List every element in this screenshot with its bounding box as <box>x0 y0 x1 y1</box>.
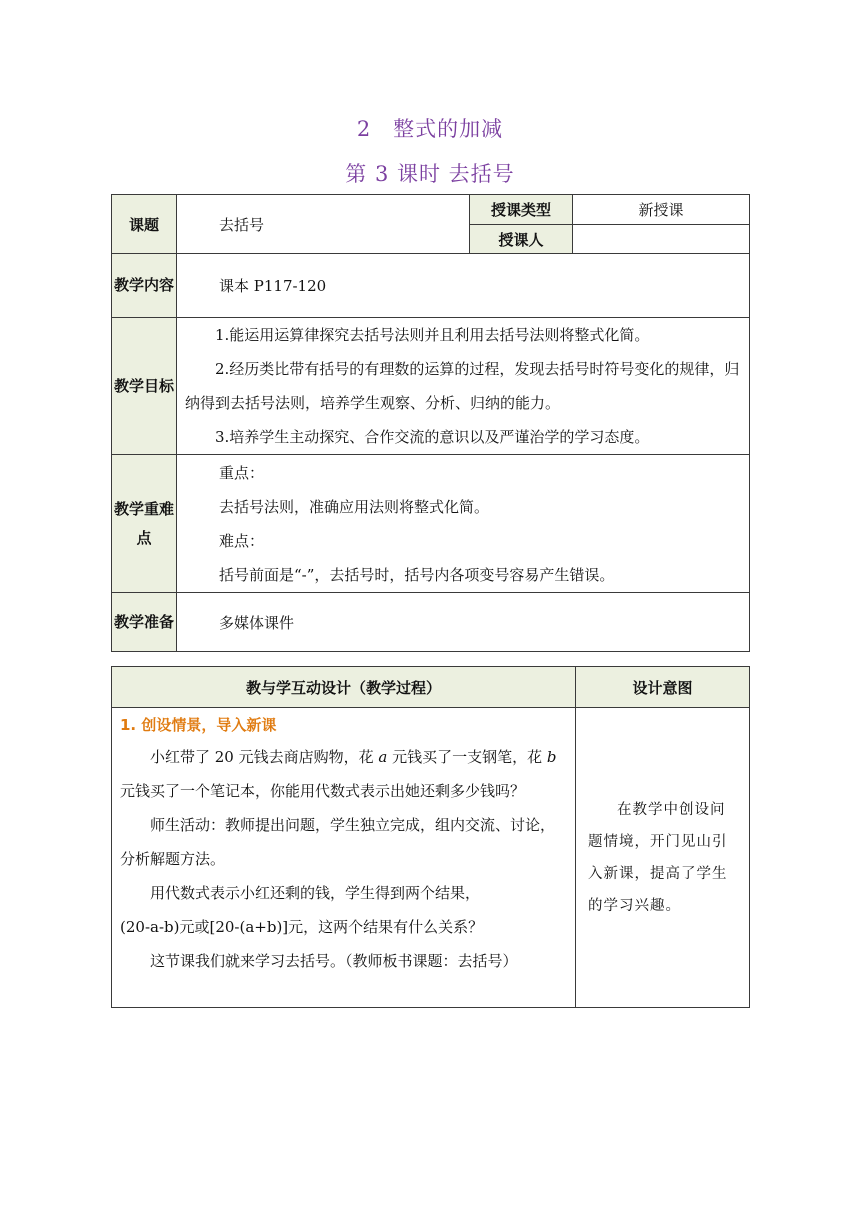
key-points: 去括号法则，准确应用法则将整式化简。 <box>219 497 490 516</box>
paragraph-5: 这节课我们就来学习去括号。（教师板书课题：去括号） <box>150 952 518 970</box>
goal-item: 2.经历类比带有括号的有理数的运算的过程，发现去括号时符号变化的规律，归纳得到去括号法则，培养学生观察、分析、归纳的能力。 <box>185 360 740 412</box>
goal-item: 3.培养学生主动探究、合作交流的意识以及严谨治学的学习态度。 <box>215 428 650 446</box>
topic-label: 课题 <box>112 195 177 254</box>
document-title: 2 整式的加减 <box>356 117 504 141</box>
paragraph-1: 小红带了 20 元钱去商店购物，花 a 元钱买了一支钢笔，花 b 元钱买了一个笔记本，你能用代数式表示出她还剩多少钱吗？ <box>120 748 557 800</box>
paragraph-2: 师生活动：教师提出问题，学生独立完成，组内交流、讨论，分析解题方法。 <box>120 816 556 868</box>
teacher-label: 授课人 <box>470 225 573 254</box>
goal-item: 1.能运用运算律探究去括号法则并且利用去括号法则将整式化简。 <box>215 326 650 344</box>
key-difficulty-label: 教学重难点 <box>112 455 177 593</box>
content-label: 教学内容 <box>112 254 177 318</box>
design-intent: 在教学中创设问题情境，开门见山引入新课，提高了学生的学习兴趣。 <box>576 708 750 1008</box>
teacher-value <box>573 225 750 254</box>
key-difficulty-cell <box>177 455 750 593</box>
difficulty-title: 难点： <box>219 531 265 550</box>
process-header: 教与学互动设计（教学过程） <box>112 667 576 708</box>
lesson-subtitle: 第 3 课时 去括号 <box>345 162 515 186</box>
goals-label: 教学目标 <box>112 318 177 455</box>
section-title: 1. 创设情景，导入新课 <box>120 716 277 734</box>
intent-header: 设计意图 <box>576 667 750 708</box>
goals-cell <box>177 318 750 455</box>
type-value: 新授课 <box>573 195 750 225</box>
prep-value: 多媒体课件 <box>177 593 750 652</box>
content-value: 课本 P117-120 <box>177 254 750 318</box>
key-points-title: 重点： <box>219 463 265 482</box>
lesson-info-table <box>111 194 750 652</box>
paragraph-3: 用代数式表示小红还剩的钱，学生得到两个结果， <box>150 884 481 902</box>
type-label: 授课类型 <box>470 195 573 225</box>
teaching-process-table <box>111 666 750 1008</box>
topic-value: 去括号 <box>177 195 470 254</box>
process-content <box>112 708 576 1008</box>
prep-label: 教学准备 <box>112 593 177 652</box>
paragraph-4: (20-a-b)元或[20-(a+b)]元，这两个结果有什么关系？ <box>120 918 484 936</box>
difficulty: 括号前面是“-”，去括号时，括号内各项变号容易产生错误。 <box>219 565 615 584</box>
